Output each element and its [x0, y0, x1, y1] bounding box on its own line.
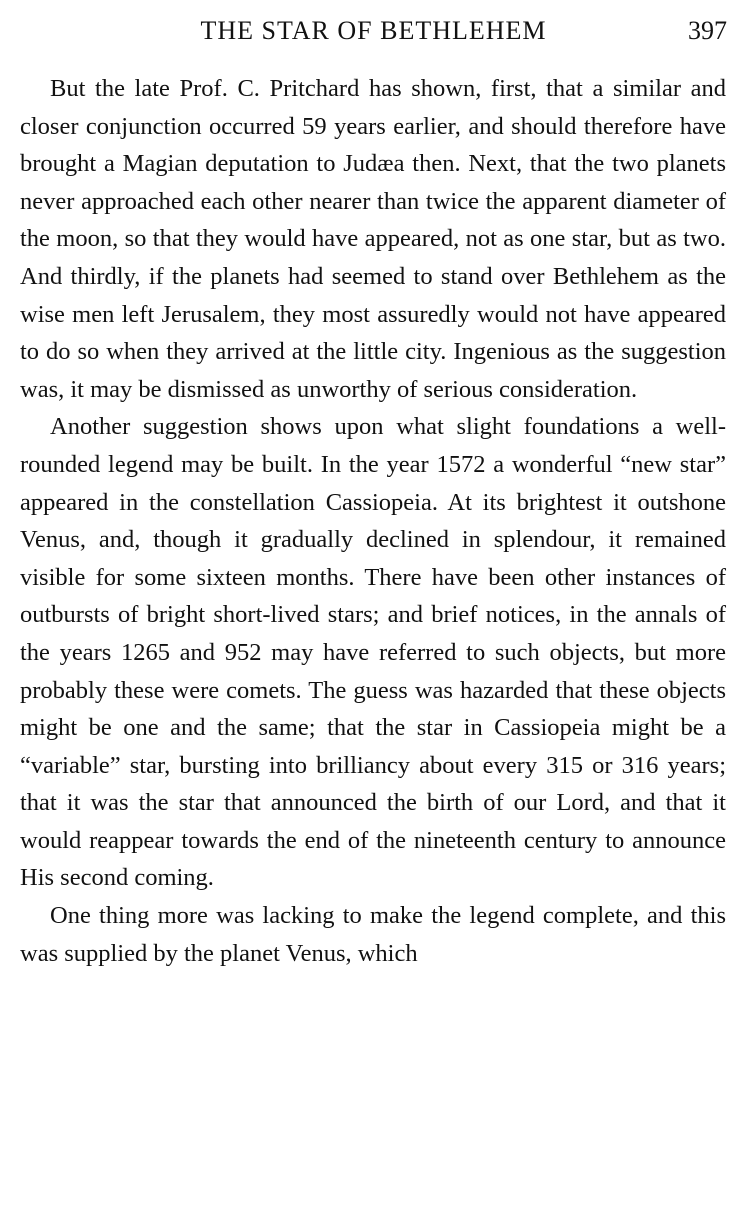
body-text — [20, 70, 726, 972]
page-header — [20, 14, 727, 48]
paragraph-pritchard: But the late Prof. C. Pritchard has shown, first, that a similar and closer conjunction occurred 59 years earlier, and should therefore have brought a Magian deputation to Judæa then. Next, that the two planets never approached each other nearer than twice the apparent diameter of the moon, so that they would have appeared, not as one star, but as two. And thirdly, if the planets had seemed to stand over Bethlehem as the wise men left Jerusalem, they most assuredly would not have appeared to do so when they arrived at the little city. Ingenious as the suggestion was, it may be dismissed as unworthy of serious consideration. — [20, 75, 726, 403]
paragraph-cassiopeia: Another suggestion shows upon what slight foundations a well-rounded legend may be built. In the year 1572 a wonderful “new star” appeared in the constellation Cassiopeia. At its brightest it outshone Venus, and, though it gradually declined in splendour, it remained visible for some sixteen months. There have been other instances of outbursts of bright short-lived stars; and brief notices, in the annals of the years 1265 and 952 may have referred to such objects, but more probably these were comets. The guess was hazarded that these objects might be one and the same; that the star in Cassiopeia might be a “variable” star, bursting into brilliancy about every 315 or 316 years; that it was the star that announced the birth of our Lord, and that it would reappear towards the end of the nineteenth century to announce His second coming. — [20, 413, 726, 892]
page-number: 397 — [688, 16, 727, 45]
running-title: THE STAR OF BETHLEHEM — [200, 16, 547, 45]
paragraph-venus: One thing more was lacking to make the legend complete, and this was supplied by the planet Venus, which — [20, 902, 726, 967]
